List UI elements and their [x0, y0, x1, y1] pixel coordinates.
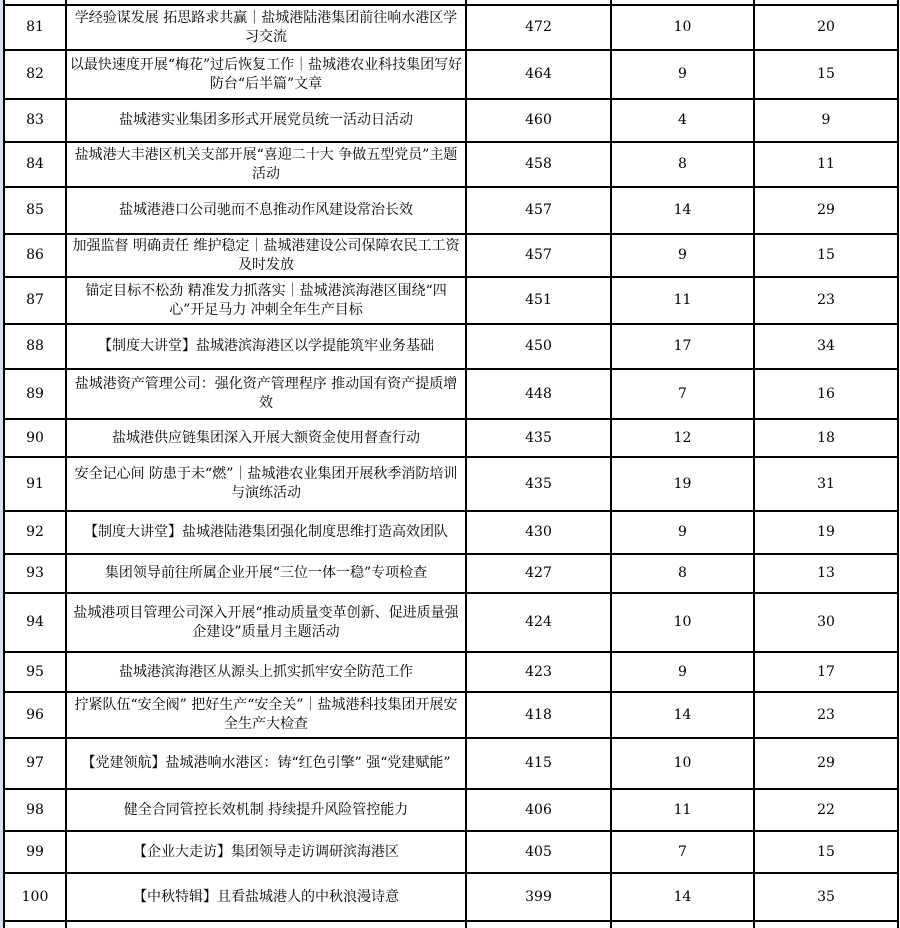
- value2-cell: 10: [611, 738, 754, 789]
- table-row: [4, 324, 898, 369]
- table-row: [4, 554, 898, 593]
- value3-cell: 29: [754, 738, 898, 789]
- table-row: [4, 831, 898, 873]
- value3-cell: 13: [754, 554, 898, 593]
- value1-cell: 427: [466, 554, 611, 593]
- table-row: [4, 187, 898, 234]
- value1-cell: 415: [466, 738, 611, 789]
- value3-cell: 15: [754, 831, 898, 873]
- title-cell: 盐城港港口公司驰而不息推动作风建设常治长效: [66, 187, 466, 234]
- title-cell: 盐城港项目管理公司深入开展“推动质量变革创新、促进质量强企建设”质量月主题活动: [66, 593, 466, 652]
- table-row: [4, 369, 898, 419]
- table-row: [4, 738, 898, 789]
- table-row: [4, 593, 898, 652]
- rank-cell: 100: [4, 873, 66, 921]
- value3-cell: 16: [754, 369, 898, 419]
- value2-cell: 9: [611, 511, 754, 554]
- title-cell: [66, 921, 466, 928]
- value1-cell: 457: [466, 234, 611, 277]
- value1-cell: 472: [466, 5, 611, 50]
- value3-cell: 30: [754, 593, 898, 652]
- value2-cell: 9: [611, 652, 754, 692]
- title-cell: 集团领导前往所属企业开展“三位一体一稳”专项检查: [66, 554, 466, 593]
- title-cell: 【中秋特辑】且看盐城港人的中秋浪漫诗意: [66, 873, 466, 921]
- value1-cell: 435: [466, 419, 611, 457]
- title-cell: 健全合同管控长效机制 持续提升风险管控能力: [66, 789, 466, 831]
- value3-cell: 31: [754, 457, 898, 511]
- table-row: [4, 50, 898, 99]
- rank-cell: 82: [4, 50, 66, 99]
- value3-cell: 17: [754, 652, 898, 692]
- value1-cell: 435: [466, 457, 611, 511]
- value3-cell: 29: [754, 187, 898, 234]
- rank-cell: 91: [4, 457, 66, 511]
- table-body: [4, 0, 898, 928]
- rank-cell: 96: [4, 692, 66, 738]
- rank-cell: 86: [4, 234, 66, 277]
- value3-cell: 15: [754, 50, 898, 99]
- title-cell: 【企业大走访】集团领导走访调研滨海港区: [66, 831, 466, 873]
- table-row: [4, 457, 898, 511]
- rank-cell: 87: [4, 277, 66, 324]
- value1-cell: 405: [466, 831, 611, 873]
- rank-cell: 81: [4, 5, 66, 50]
- title-cell: 以最快速度开展“梅花”过后恢复工作｜盐城港农业科技集团写好防台“后半篇”文章: [66, 50, 466, 99]
- value2-cell: 8: [611, 142, 754, 187]
- title-cell: 盐城港滨海港区从源头上抓实抓牢安全防范工作: [66, 652, 466, 692]
- value3-cell: 35: [754, 873, 898, 921]
- table-row: [4, 234, 898, 277]
- rank-cell: 85: [4, 187, 66, 234]
- table-row: [4, 652, 898, 692]
- value2-cell: 14: [611, 187, 754, 234]
- value2-cell: 9: [611, 50, 754, 99]
- title-cell: 盐城港供应链集团深入开展大额资金使用督查行动: [66, 419, 466, 457]
- value2-cell: 8: [611, 554, 754, 593]
- value1-cell: 460: [466, 99, 611, 142]
- value2-cell: 10: [611, 5, 754, 50]
- title-cell: 盐城港资产管理公司：强化资产管理程序 推动国有资产提质增效: [66, 369, 466, 419]
- rank-cell: 92: [4, 511, 66, 554]
- title-cell: 盐城港实业集团多形式开展党员统一活动日活动: [66, 99, 466, 142]
- value1-cell: 450: [466, 324, 611, 369]
- title-cell: 【党建领航】盐城港响水港区：铸“红色引擎” 强“党建赋能”: [66, 738, 466, 789]
- rank-cell: 90: [4, 419, 66, 457]
- value1-cell: 458: [466, 142, 611, 187]
- value1-cell: 423: [466, 652, 611, 692]
- title-cell: 学经验谋发展 拓思路求共赢｜盐城港陆港集团前往响水港区学习交流: [66, 5, 466, 50]
- table-row: [4, 789, 898, 831]
- table-row: [4, 419, 898, 457]
- title-cell: 加强监督 明确责任 维护稳定｜盐城港建设公司保障农民工工资及时发放: [66, 234, 466, 277]
- title-cell: 拧紧队伍“安全阀” 把好生产“安全关”｜盐城港科技集团开展安全生产大检查: [66, 692, 466, 738]
- value2-cell: 14: [611, 692, 754, 738]
- value2-cell: 14: [611, 873, 754, 921]
- rank-cell: [4, 921, 66, 928]
- value3-cell: 19: [754, 511, 898, 554]
- rank-cell: 97: [4, 738, 66, 789]
- value3-cell: 23: [754, 277, 898, 324]
- value1-cell: 399: [466, 873, 611, 921]
- value2-cell: 9: [611, 234, 754, 277]
- value1-cell: 448: [466, 369, 611, 419]
- table-row: [4, 142, 898, 187]
- rank-cell: 88: [4, 324, 66, 369]
- value3-cell: 22: [754, 789, 898, 831]
- rank-cell: 98: [4, 789, 66, 831]
- value1-cell: 418: [466, 692, 611, 738]
- value1-cell: 424: [466, 593, 611, 652]
- value1-cell: 430: [466, 511, 611, 554]
- rank-cell: 94: [4, 593, 66, 652]
- rank-cell: 93: [4, 554, 66, 593]
- value3-cell: 23: [754, 692, 898, 738]
- value3-cell: [754, 921, 898, 928]
- value1-cell: 457: [466, 187, 611, 234]
- table-row: [4, 692, 898, 738]
- rank-cell: 83: [4, 99, 66, 142]
- value2-cell: [611, 921, 754, 928]
- title-cell: 盐城港大丰港区机关支部开展“喜迎二十大 争做五型党员”主题活动: [66, 142, 466, 187]
- table-row: [4, 873, 898, 921]
- value1-cell: 464: [466, 50, 611, 99]
- title-cell: 安全记心间 防患于未“燃”｜盐城港农业集团开展秋季消防培训与演练活动: [66, 457, 466, 511]
- title-cell: 【制度大讲堂】盐城港陆港集团强化制度思维打造高效团队: [66, 511, 466, 554]
- value2-cell: 19: [611, 457, 754, 511]
- value1-cell: 451: [466, 277, 611, 324]
- value2-cell: 7: [611, 831, 754, 873]
- value2-cell: 11: [611, 277, 754, 324]
- value3-cell: 9: [754, 99, 898, 142]
- value3-cell: 18: [754, 419, 898, 457]
- table-row: [4, 99, 898, 142]
- value1-cell: 406: [466, 789, 611, 831]
- partial-row-bottom: [4, 921, 898, 928]
- rank-cell: 95: [4, 652, 66, 692]
- rank-cell: 99: [4, 831, 66, 873]
- value3-cell: 20: [754, 5, 898, 50]
- rank-cell: 89: [4, 369, 66, 419]
- title-cell: 锚定目标不松劲 精准发力抓落实｜盐城港滨海港区围绕“四心”开足马力 冲刺全年生产目标: [66, 277, 466, 324]
- value3-cell: 34: [754, 324, 898, 369]
- table-row: [4, 511, 898, 554]
- value1-cell: [466, 921, 611, 928]
- rank-cell: 84: [4, 142, 66, 187]
- ranking-table: [3, 0, 899, 928]
- value2-cell: 10: [611, 593, 754, 652]
- title-cell: 【制度大讲堂】盐城港滨海港区以学提能筑牢业务基础: [66, 324, 466, 369]
- value2-cell: 4: [611, 99, 754, 142]
- value2-cell: 7: [611, 369, 754, 419]
- table-row: [4, 5, 898, 50]
- value2-cell: 17: [611, 324, 754, 369]
- value2-cell: 11: [611, 789, 754, 831]
- value2-cell: 12: [611, 419, 754, 457]
- value3-cell: 11: [754, 142, 898, 187]
- value3-cell: 15: [754, 234, 898, 277]
- table-row: [4, 277, 898, 324]
